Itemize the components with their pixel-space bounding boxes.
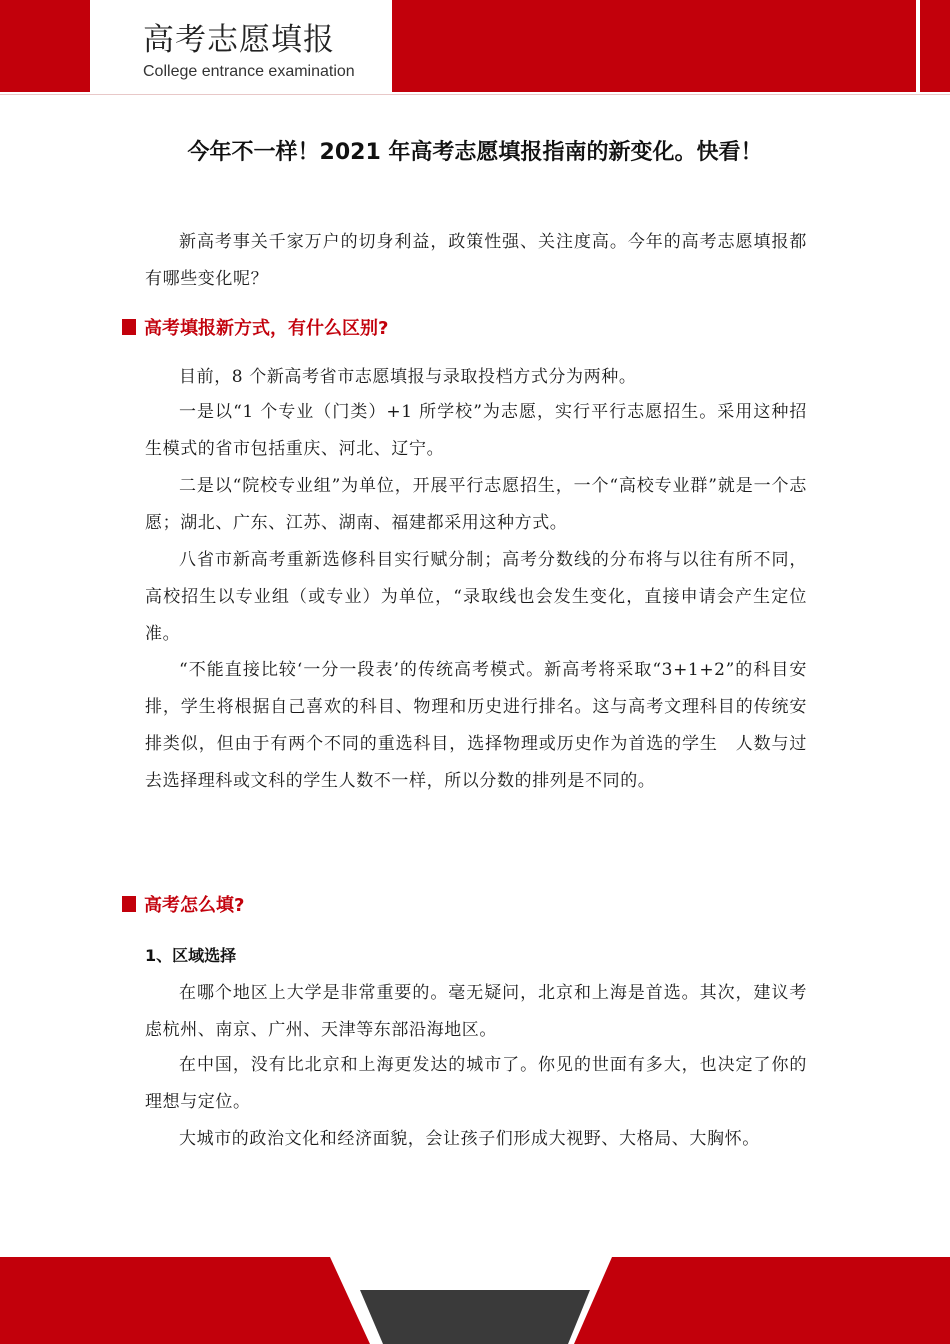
section-heading-new-methods [122, 314, 388, 340]
section-heading-label: 高考怎么填? [144, 895, 245, 916]
header-divider [0, 94, 950, 95]
paragraph: 二是以“院校专业组”为单位，开展平行志愿招生，一个“高校专业群”就是一个志愿；湖北、广东、江苏、湖南、福建都采用这种方式。 [145, 476, 807, 533]
paragraph: 八省市新高考重新选修科目实行赋分制；高考分数线的分布将与以往有所不同，高校招生以专业组（或专业）为单位，“录取线也会发生变化，直接申请会产生定位准。 [145, 550, 807, 644]
paragraph: 在中国，没有比北京和上海更发达的城市了。你见的世面有多大，也决定了你的理想与定位。 [145, 1055, 807, 1112]
document-title: 今年不一样！2021 年高考志愿填报指南的新变化。快看！ [187, 140, 763, 165]
section-heading-label: 高考填报新方式，有什么区别? [144, 318, 389, 339]
footer-accent-left [0, 1257, 370, 1344]
header-accent-middle [392, 0, 916, 92]
paragraph: 一是以“1 个专业（门类）+1 所学校”为志愿，实行平行志愿招生。采用这种招生模式的省市包括重庆、河北、辽宁。 [145, 402, 807, 459]
paragraph: 在哪个地区上大学是非常重要的。毫无疑问，北京和上海是首选。其次，建议考虑杭州、南京、广州、天津等东部沿海地区。 [145, 983, 807, 1040]
paragraph: 目前，8 个新高考省市志愿填报与录取投档方式分为两种。 [179, 367, 637, 387]
header-accent-left [0, 0, 90, 92]
intro-paragraph: 新高考事关千家万户的切身利益，政策性强、关注度高。今年的高考志愿填报都有哪些变化呢？ [145, 232, 807, 289]
paragraph: 大城市的政治文化和经济面貌，会让孩子们形成大视野、大格局、大胸怀。 [179, 1129, 760, 1149]
section-heading-how-to-fill [122, 891, 244, 917]
header-accent-right [920, 0, 950, 92]
section-marker-icon [122, 319, 136, 335]
footer-dark-trapezoid [360, 1290, 590, 1344]
footer-decoration [0, 1257, 950, 1344]
paragraph: “不能直接比较‘一分一段表’的传统高考模式。新高考将采取“3+1+2”的科目安排，学生将根据自己喜欢的科目、物理和历史进行排名。这与高考文理科目的传统安排类似，但由于有两个不同的重选科目，选择物理或历史作为首选的学生 人数与过去选择理科或文科的学生人数不一样，所以分数的排列是不同的。 [145, 660, 807, 791]
brand-subtitle: College entrance examination [143, 63, 355, 80]
brand-title: 高考志愿填报 [143, 22, 335, 58]
footer-accent-right [574, 1257, 950, 1344]
section-marker-icon [122, 896, 136, 912]
subheading-region-choice: 1、区域选择 [145, 946, 237, 965]
